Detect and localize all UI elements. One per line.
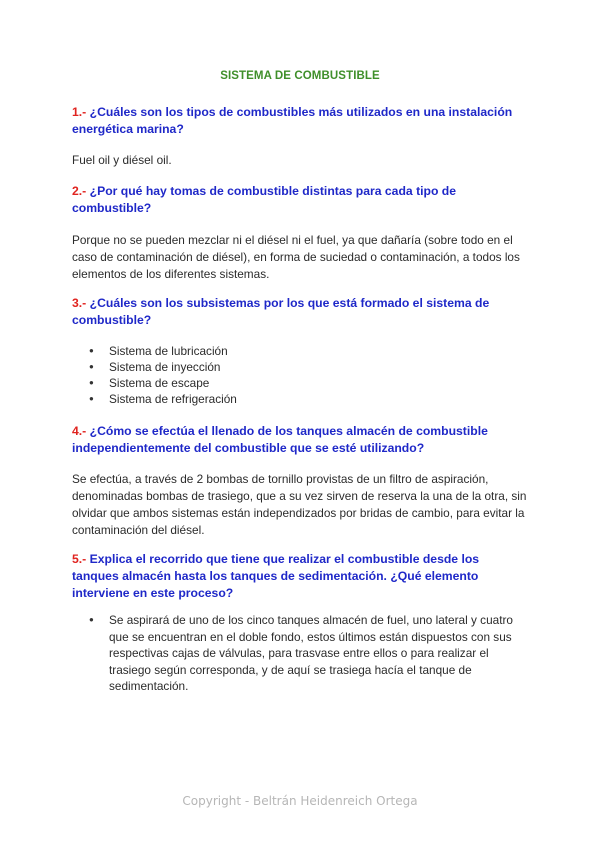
question-5 xyxy=(72,551,528,602)
question-2 xyxy=(72,183,528,217)
list-item: ● Sistema de escape xyxy=(72,375,512,391)
document-title: SISTEMA DE COMBUSTIBLE xyxy=(220,70,380,82)
list-item: ● Sistema de lubricación xyxy=(72,343,512,359)
list-item: ● Sistema de inyección xyxy=(72,359,512,375)
process-list xyxy=(72,612,528,695)
list-item: ● Se aspirará de uno de los cinco tanques almacén de fuel, uno lateral y cuatro que se encuentran en el doble fondo, estos últimos están dispuestos con sus respectivas cajas de válvulas, para trasvase entre ellos o para realizar el trasiego según corresponda, y de aquí se trasiega hacía el tanque de sedimentación. xyxy=(72,612,528,695)
question-text: ¿Por qué hay tomas de combustible distintas para cada tipo de combustible? xyxy=(72,184,457,215)
question-text: ¿Cuáles son los tipos de combustibles más utilizados en una instalación energética marina? xyxy=(72,105,513,136)
question-number: 1.- xyxy=(72,105,87,119)
list-item: ● Sistema de refrigeración xyxy=(72,391,512,407)
answer-2: Porque no se pueden mezclar ni el diésel ni el fuel, ya que dañaría (sobre todo en el caso de contaminación de diésel), en forma de suciedad o contaminación, a todos los elementos de los diferentes sistemas. xyxy=(72,233,520,281)
question-number: 3.- xyxy=(72,296,87,310)
question-number: 4.- xyxy=(72,424,87,438)
answer-1: Fuel oil y diésel oil. xyxy=(72,153,172,167)
question-text: ¿Cuáles son los subsistemas por los que está formado el sistema de combustible? xyxy=(72,296,490,327)
question-text: Explica el recorrido que tiene que realizar el combustible desde los tanques almacén hasta los tanques de sedimentación. ¿Qué elemento interviene en este proceso? xyxy=(72,552,480,600)
question-number: 5.- xyxy=(72,552,87,566)
question-4 xyxy=(72,423,528,457)
answer-4: Se efectúa, a través de 2 bombas de tornillo provistas de un filtro de aspiración, denominadas bombas de trasiego, que a su vez sirven de reserva la una de la otra, sin olvidar que ambos sistemas están independizados por bridas de cambio, para evitar la contaminación del diésel. xyxy=(72,472,527,537)
question-number: 2.- xyxy=(72,184,87,198)
question-3 xyxy=(72,295,528,329)
question-text: ¿Cómo se efectúa el llenado de los tanques almacén de combustible independientemente del combustible que se esté utilizando? xyxy=(72,424,488,455)
copyright-footer: Copyright - Beltrán Heidenreich Ortega xyxy=(182,794,418,808)
subsystems-list xyxy=(72,343,512,407)
question-1 xyxy=(72,104,528,138)
